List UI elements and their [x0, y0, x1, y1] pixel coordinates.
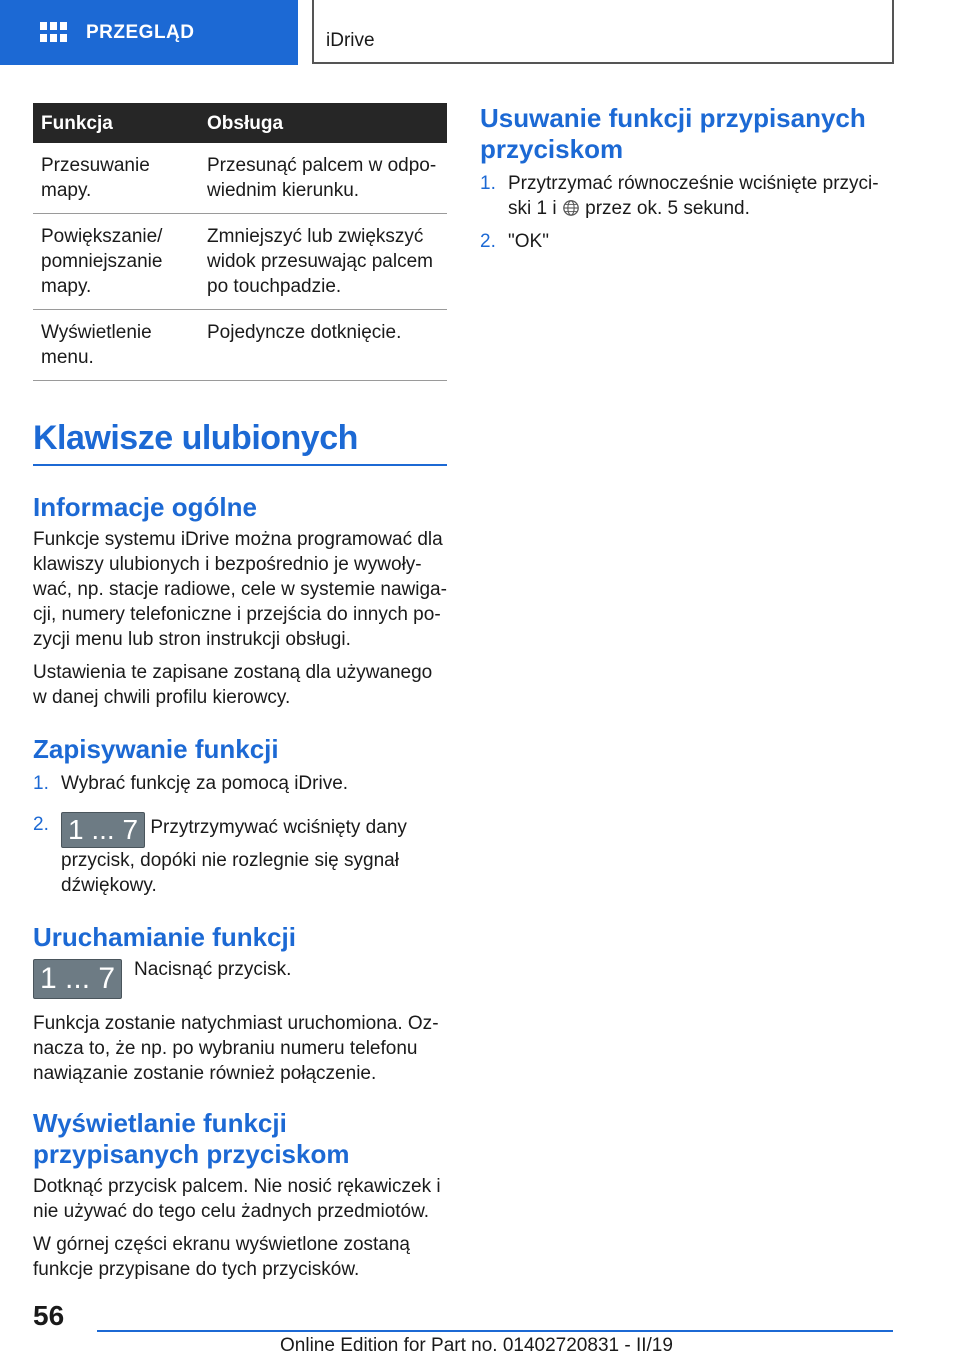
paragraph: Dotknąć przycisk palcem. Nie nosić rękawiczek i nie używać do tego celu żadnych przedmiotów. [33, 1176, 441, 1222]
heading-start: Uruchamianie funkcji [33, 922, 296, 952]
list-item [480, 171, 890, 221]
favorite-key-icon: 1 ... 7 [61, 812, 145, 848]
table-cell: Przesuwanie mapy. [33, 143, 199, 214]
step-number: 1. [480, 173, 496, 194]
section-tab[interactable] [0, 0, 298, 65]
step-text: Wybrać funkcję za pomocą iDrive. [61, 773, 349, 794]
footer-divider [97, 1330, 893, 1332]
step-number: 2. [480, 231, 496, 252]
section-title: Klawisze ulubionych [33, 419, 358, 457]
favorite-key-icon: 1 ... 7 [33, 959, 122, 999]
list-item [33, 812, 447, 898]
table-cell: Przesunąć palcem w odpowiednim kierunku. [199, 143, 447, 214]
step-number: 1. [33, 773, 49, 794]
heading-save: Zapisywanie funkcji [33, 734, 279, 764]
step-number: 2. [33, 814, 49, 835]
chapter-title: iDrive [326, 30, 375, 51]
heading-general: Informacje ogólne [33, 492, 257, 522]
list-item [480, 229, 890, 254]
section-label: PRZEGLĄD [86, 21, 195, 43]
table-header: Obsługa [199, 103, 447, 143]
table-row [33, 143, 447, 214]
overview-grid-icon [40, 22, 68, 44]
table-row [33, 214, 447, 310]
table-cell: Powiększanie/ pomniejszanie mapy. [33, 214, 199, 310]
table-header: Funkcja [33, 103, 199, 143]
heading-remove: Usuwanie funkcji przypisanych przyciskom [480, 103, 866, 164]
remove-steps [480, 171, 890, 254]
table-cell: Zmniejszyć lub zwiększyć widok przesuwając palcem po touchpadzie. [199, 214, 447, 310]
table-cell: Wyświetlenie menu. [33, 310, 199, 381]
left-column [33, 103, 447, 1282]
heading-display: Wyświetlanie funkcji przypisanych przyciskom [33, 1108, 350, 1169]
table-cell: Pojedyncze dotknięcie. [199, 310, 447, 381]
step-text: przez ok. 5 sekund. [579, 198, 750, 219]
globe-icon [562, 199, 580, 217]
page-number: 56 [33, 1300, 65, 1331]
step-text: Przytrzymywać wciśnięty dany przycisk, dopóki nie rozlegnie się sygnał dźwiękowy. [61, 817, 407, 896]
list-item [33, 771, 447, 796]
chapter-header [312, 0, 894, 64]
step-text: Przytrzymać równocześnie wciśnięte przyciski 1 i [508, 173, 879, 219]
paragraph: Ustawienia te zapisane zostaną dla używanego w danej chwili profilu kierowcy. [33, 662, 433, 708]
step-text: "OK" [508, 231, 549, 252]
section-title-block [33, 419, 447, 466]
touchpad-table [33, 103, 447, 381]
step-text: Nacisnąć przycisk. [134, 959, 292, 980]
start-instruction [33, 959, 447, 999]
paragraph: Funkcje systemu iDrive można programować dla klawiszy ulubionych i bezpośrednio je wywoływać, np. stacje radiowe, cele w systemie nawigacji, numery telefoniczne i przejścia do innych pozycji menu lub stron instrukcji obsługi. [33, 529, 447, 650]
table-row [33, 310, 447, 381]
paragraph: W górnej części ekranu wyświetlone zostaną funkcje przypisane do tych przycisków. [33, 1234, 411, 1280]
paragraph: Funkcja zostanie natychmiast uruchomiona. Oznacza to, że np. po wybraniu numeru telefonu nawiązanie zostanie również połączenie. [33, 1013, 439, 1084]
right-column [480, 103, 890, 254]
table-header-row [33, 103, 447, 143]
save-steps [33, 771, 447, 898]
edition-note: Online Edition for Part no. 01402720831 - II/19 [280, 1335, 673, 1356]
